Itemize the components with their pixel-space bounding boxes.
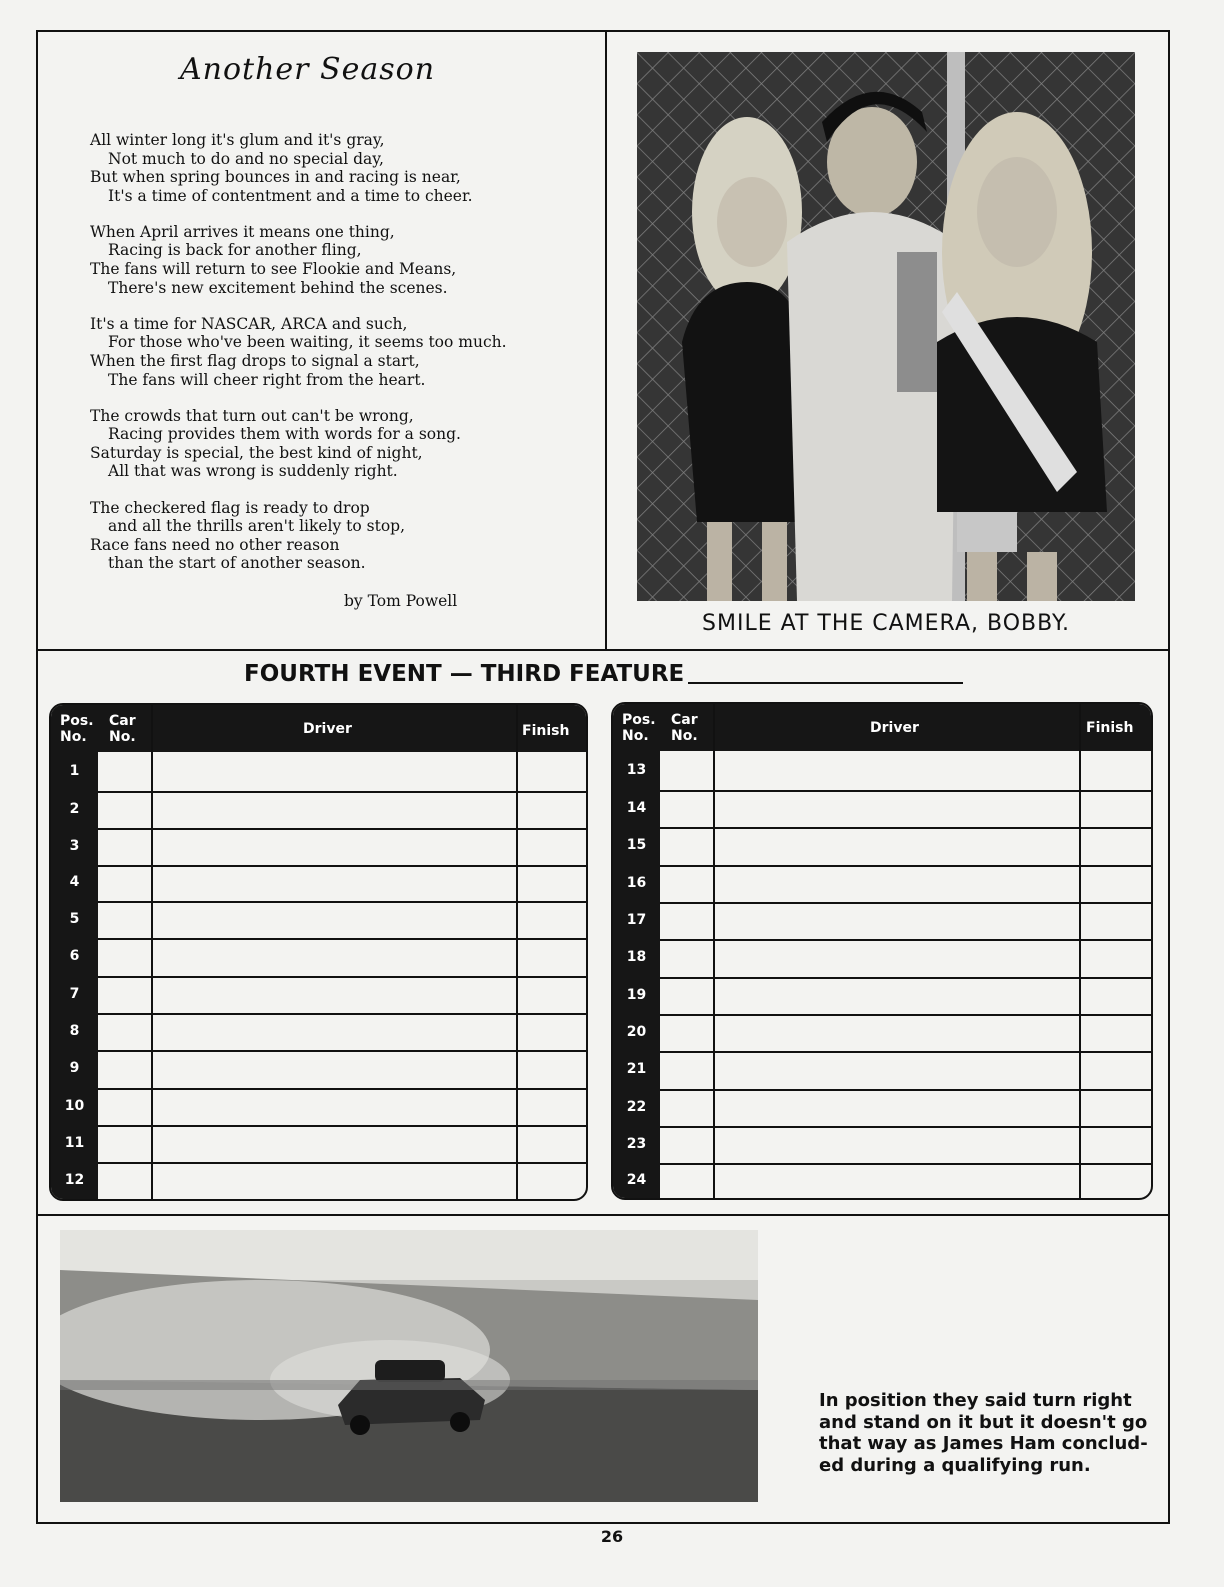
position-number: 22 — [626, 1098, 647, 1115]
header-finish: Finish — [1086, 720, 1134, 736]
position-column — [51, 752, 98, 1199]
top-divider-vertical — [605, 31, 607, 650]
row-divider — [660, 1163, 1151, 1165]
table-header — [51, 705, 586, 752]
header-finish: Finish — [522, 723, 570, 739]
poem-line: When April arrives it means one thing, — [90, 222, 395, 241]
position-number: 6 — [69, 948, 80, 964]
position-number: 19 — [626, 986, 647, 1003]
position-number: 21 — [626, 1061, 647, 1077]
poem-line: The fans will cheer right from the heart. — [108, 370, 426, 389]
header-driver: Driver — [303, 721, 352, 737]
row-divider — [98, 1013, 586, 1015]
poem-line: When the first flag drops to signal a start, — [90, 351, 420, 370]
poem-line: All that was wrong is suddenly right. — [108, 462, 398, 481]
page-number: 26 — [600, 1527, 624, 1546]
row-divider — [660, 939, 1151, 941]
poem-line: The crowds that turn out can't be wrong, — [90, 406, 414, 425]
poem-line: Race fans need no other reason — [90, 535, 340, 554]
row-divider — [98, 1050, 586, 1052]
row-divider — [98, 1125, 586, 1127]
row-divider — [660, 827, 1151, 829]
poem-line: and all the thrills aren't likely to stop, — [108, 517, 406, 536]
row-divider — [660, 1089, 1151, 1091]
position-number: 18 — [626, 949, 647, 965]
poem-stanza — [90, 499, 590, 573]
row-divider — [660, 790, 1151, 792]
poem-line: There's new excitement behind the scenes. — [108, 278, 448, 297]
poem-line: Racing is back for another fling, — [108, 241, 362, 260]
poem-line: For those who've been waiting, it seems too much. — [108, 333, 507, 352]
row-divider — [98, 1162, 586, 1164]
row-divider — [98, 828, 586, 830]
position-number: 3 — [69, 837, 80, 854]
header-car: Car No. — [109, 713, 136, 745]
row-divider — [660, 977, 1151, 979]
header-driver: Driver — [870, 720, 919, 736]
position-number: 16 — [626, 874, 647, 891]
poem-line: than the start of another season. — [108, 554, 366, 573]
position-column — [613, 751, 660, 1198]
poem-line: The fans will return to see Flookie and Means, — [90, 260, 457, 279]
row-divider — [98, 901, 586, 903]
row-divider — [98, 1088, 586, 1090]
position-number: 15 — [626, 837, 647, 853]
position-number: 8 — [69, 1022, 80, 1039]
poem-line: The checkered flag is ready to drop — [90, 498, 370, 517]
photo-car-illustration — [60, 1230, 758, 1502]
position-number: 12 — [64, 1171, 85, 1188]
poem-line: All winter long it's glum and it's gray, — [90, 131, 385, 149]
position-number: 1 — [69, 762, 80, 779]
row-divider — [660, 1014, 1151, 1016]
position-number: 10 — [64, 1097, 85, 1114]
header-pos: Pos. No. — [60, 713, 94, 745]
poem-line: Not much to do and no special day, — [108, 149, 384, 168]
event-write-in-line — [688, 682, 963, 684]
poem-stanza — [90, 223, 590, 297]
header-car: Car No. — [671, 712, 698, 744]
position-number: 24 — [626, 1171, 647, 1188]
row-divider — [660, 902, 1151, 904]
row-divider — [98, 791, 586, 793]
row-divider — [660, 1126, 1151, 1128]
position-number: 11 — [64, 1134, 85, 1151]
poem-stanza — [90, 315, 590, 389]
position-number: 9 — [69, 1060, 80, 1076]
photo-car-spinout — [60, 1230, 758, 1502]
row-divider — [98, 938, 586, 940]
position-number: 23 — [626, 1135, 647, 1152]
position-number: 5 — [69, 910, 80, 927]
poem-line: It's a time for NASCAR, ARCA and such, — [90, 314, 408, 333]
row-divider — [660, 1051, 1151, 1053]
poem-byline: by Tom Powell — [344, 592, 458, 610]
section-divider-top — [37, 649, 1169, 651]
results-table-left — [49, 703, 588, 1201]
row-divider — [98, 976, 586, 978]
poem-title: Another Season — [180, 52, 436, 87]
poem-line: But when spring bounces in and racing is near, — [90, 168, 461, 187]
poem-line: Saturday is special, the best kind of night, — [90, 443, 423, 462]
position-number: 7 — [69, 985, 80, 1002]
position-number: 2 — [69, 800, 80, 817]
photo1-caption: SMILE AT THE CAMERA, BOBBY. — [702, 611, 1070, 636]
header-pos: Pos. No. — [622, 712, 656, 744]
poem-stanza — [90, 407, 590, 481]
poem-stanza — [90, 131, 590, 205]
photo2-caption: In position they said turn right and stand on it but it doesn't go that way as James Ham conclud-ed during a qualifying run. — [819, 1390, 1148, 1476]
position-number: 17 — [626, 911, 647, 928]
results-table-right — [611, 702, 1153, 1200]
position-number: 4 — [69, 874, 80, 890]
photo-driver-with-trophy-girls — [637, 52, 1135, 601]
photo-driver-illustration — [637, 52, 1135, 601]
position-number: 14 — [626, 799, 647, 816]
row-divider — [660, 865, 1151, 867]
position-number: 20 — [626, 1023, 647, 1040]
poem-line: Racing provides them with words for a song. — [108, 425, 461, 444]
event-heading: FOURTH EVENT — THIRD FEATURE — [244, 661, 685, 687]
section-divider-bottom — [37, 1214, 1169, 1216]
row-divider — [98, 865, 586, 867]
table-header — [613, 704, 1151, 751]
poem-body — [90, 131, 590, 590]
column-divider — [1079, 704, 1081, 1198]
poem-line: It's a time of contentment and a time to cheer. — [108, 186, 473, 205]
position-number: 13 — [626, 762, 647, 778]
column-divider — [713, 704, 715, 1198]
